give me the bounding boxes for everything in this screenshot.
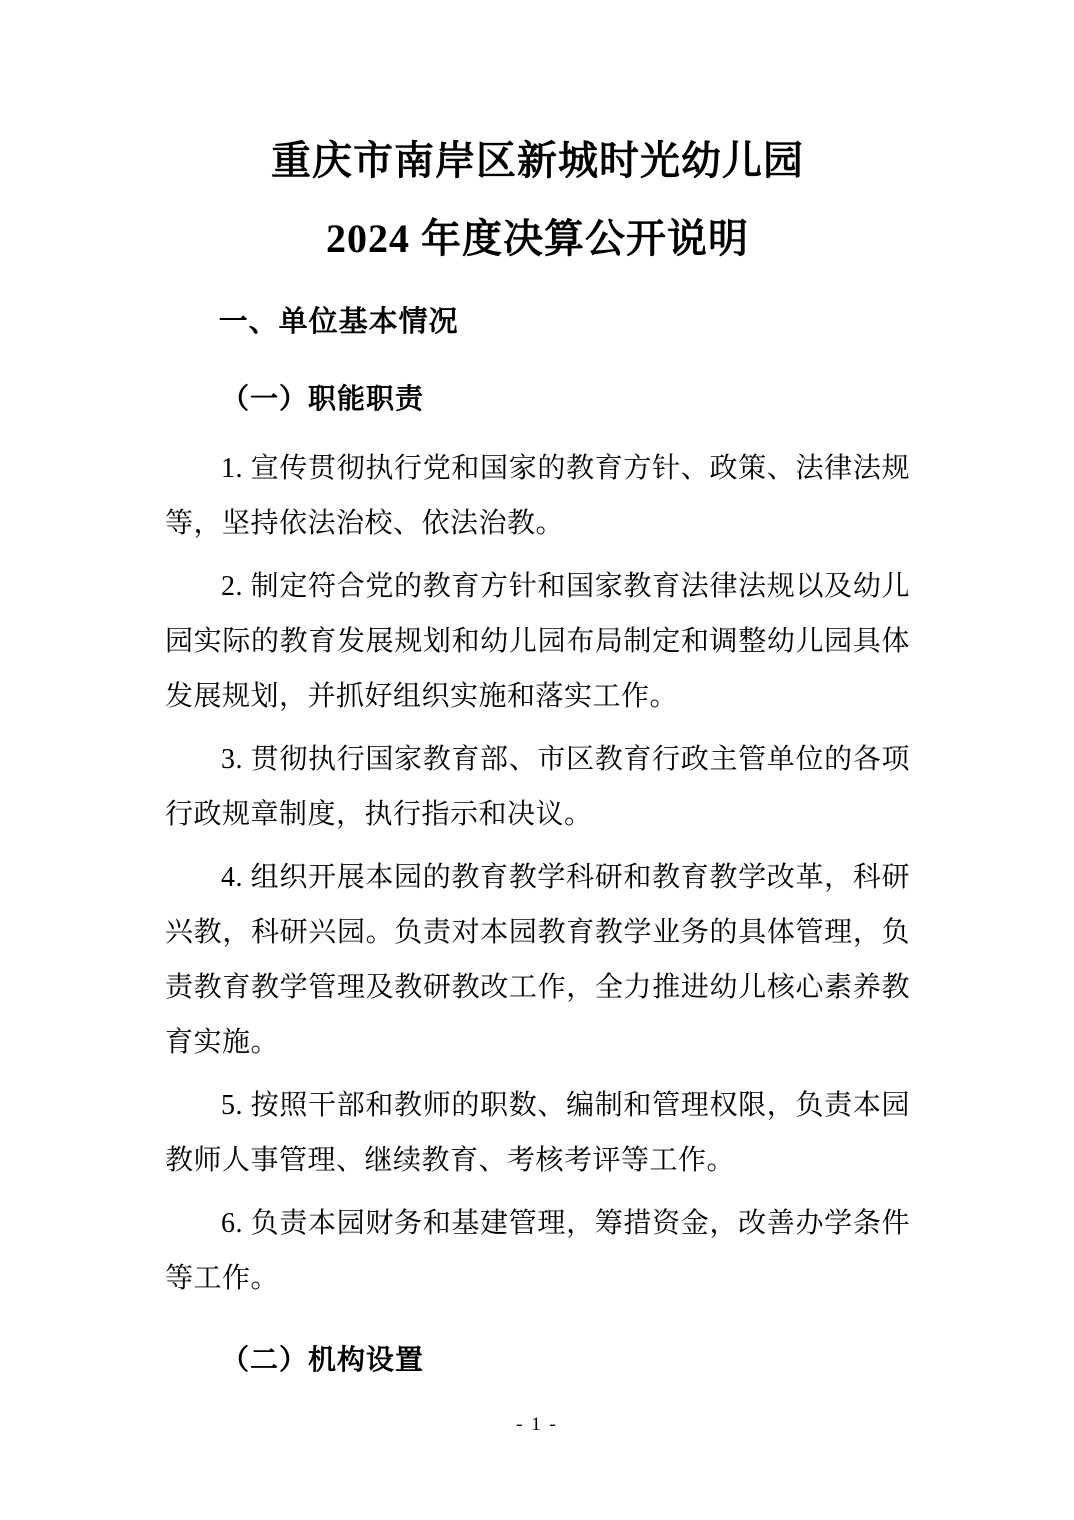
duty-paragraph-6: 6. 负责本园财务和基建管理，筹措资金，改善办学条件等工作。 xyxy=(165,1208,910,1294)
duty-paragraph-5: 5. 按照干部和教师的职数、编制和管理权限，负责本园教师人事管理、继续教育、考核考评等工作。 xyxy=(165,1090,910,1176)
duty-paragraph-3: 3. 贯彻执行国家教育部、市区教育行政主管单位的各项行政规章制度，执行指示和决议。 xyxy=(165,744,910,830)
document-title-line2: 2024 年度决算公开说明 xyxy=(326,216,749,261)
duty-paragraph-2: 2. 制定符合党的教育方针和国家教育法律法规以及幼儿园实际的教育发展规划和幼儿园布局制定和调整幼儿园具体发展规划，并抓好组织实施和落实工作。 xyxy=(165,571,910,712)
page-number: - 1 - xyxy=(516,1414,558,1435)
duty-paragraph-4: 4. 组织开展本园的教育教学科研和教育教学改革，科研兴教，科研兴园。负责对本园教育教学业务的具体管理，负责教育教学管理及教研教改工作，全力推进幼儿核心素养教育实施。 xyxy=(165,862,910,1058)
subsection-heading-duties: （一）职能职责 xyxy=(221,384,425,415)
document-title-line1: 重庆市南岸区新城时光幼儿园 xyxy=(271,138,804,183)
duty-paragraph-1: 1. 宣传贯彻执行党和国家的教育方针、政策、法律法规等，坚持依法治校、依法治教。 xyxy=(165,453,910,539)
subsection-heading-organization: （二）机构设置 xyxy=(221,1345,425,1376)
section-heading-basic-info: 一、单位基本情况 xyxy=(218,306,459,338)
